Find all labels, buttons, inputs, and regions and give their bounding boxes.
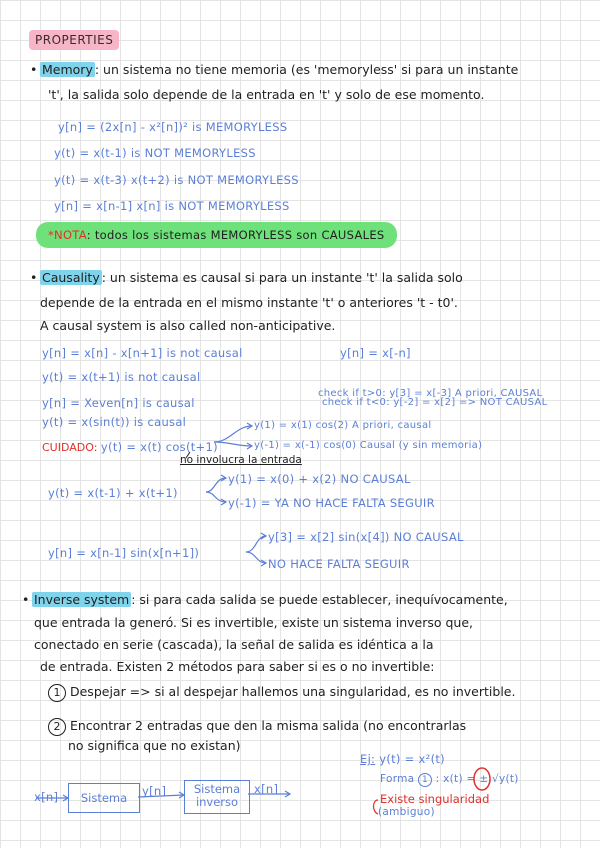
cuidado-branch-2: y(-1) = x(-1) cos(0) Causal (y sin memoria) (254, 440, 483, 451)
cuidado-label: CUIDADO: (42, 441, 98, 454)
forma-number: 1 (418, 773, 432, 787)
method-1-text: Despejar => si al despejar hallemos una singularidad, es no invertible. (69, 684, 516, 699)
causality-example-2: y(t) = x(t+1) is not causal (42, 370, 201, 384)
note-star: *NOTA (48, 228, 87, 242)
memory-line1-text: : un sistema no tiene memoria (es 'memoryless' si para un instante (94, 62, 519, 77)
causal-example-5-branch-1: y(1) = x(0) + x(2) NO CAUSAL (228, 472, 411, 486)
causality-definition-line3: A causal system is also called non-anticipative. (40, 318, 336, 333)
causality-example-4: y(t) = x(sin(t)) is causal (42, 415, 187, 429)
causal-example-5: y(t) = x(t-1) + x(t+1) (48, 486, 178, 500)
memory-bullet: • (30, 62, 38, 77)
diagram-inverse-label-1: Sistema (193, 782, 241, 796)
method-2-text: Encontrar 2 entradas que den la misma salida (no encontrarlas (69, 718, 467, 733)
cuidado-branch-1: y(1) = x(1) cos(2) A priori, causal (254, 420, 432, 431)
forma-label: Forma (380, 773, 415, 785)
method-2-line2: no significa que no existan) (68, 738, 241, 753)
memory-example-1: y[n] = (2x[n] - x²[n])² is MEMORYLESS (58, 120, 288, 134)
inverse-definition-line4: de entrada. Existen 2 métodos para saber si es o no invertible: (40, 659, 435, 674)
causal-example-5-branch-2: y(-1) = YA NO HACE FALTA SEGUIR (228, 496, 435, 510)
inverse-bullet: • (22, 592, 30, 607)
memory-example-2: y(t) = x(t-1) is NOT MEMORYLESS (54, 146, 256, 160)
memory-definition-line2: 't', la salida solo depende de la entrada en 't' y solo de ese momento. (48, 87, 485, 102)
diagram-input-label: x[n] (34, 790, 59, 804)
example-label: Ej: (360, 752, 376, 766)
causality-right-2: check if t>0: y[3] = x[-3] A priori, CAUSAL (318, 388, 543, 399)
memory-term: Memory (42, 62, 93, 77)
causality-right-1: y[n] = x[-n] (340, 346, 411, 360)
diagram-middle-label: y[n] (142, 784, 167, 798)
forma-expr: : x(t) = ± √y(t) (435, 773, 519, 785)
inverse-line1-text: : si para cada salida se puede establecer, inequívocamente, (131, 592, 508, 607)
causal-example-6-branch-2: NO HACE FALTA SEGUIR (268, 557, 410, 571)
causal-example-6: y[n] = x[n-1] sin(x[n+1]) (48, 546, 200, 560)
method-1-number: 1 (48, 684, 66, 702)
inverse-term: Inverse system (34, 592, 130, 607)
causality-definition-line2: depende de la entrada en el mismo instante 't' o anteriores 't - t0'. (40, 295, 458, 310)
example-expr: y(t) = x²(t) (379, 752, 445, 766)
causal-example-6-branch-1: y[3] = x[2] sin(x[4]) NO CAUSAL (268, 530, 464, 544)
causality-example-3: y[n] = Xeven[n] is causal (42, 396, 195, 410)
causality-term: Causality (42, 270, 100, 285)
memory-example-4: y[n] = x[n-1] x[n] is NOT MEMORYLESS (54, 199, 290, 213)
causality-bullet: • (30, 270, 38, 285)
inverse-definition-line2: que entrada la generó. Si es invertible, existe un sistema inverso que, (34, 615, 473, 630)
cuidado-expr: y(t) = x(t) cos(t+1) (100, 440, 218, 454)
memory-example-3: y(t) = x(t-3) x(t+2) is NOT MEMORYLESS (54, 173, 299, 187)
diagram-output-label: x[n] (254, 782, 279, 796)
ambiguous-text: (ambiguo) (378, 806, 435, 818)
causality-example-1: y[n] = x[n] - x[n+1] is not causal (42, 346, 243, 360)
causality-right-3b: check if t<0: y[-2] = x[2] => NOT CAUSAL (322, 397, 548, 408)
causality-line1-text: : un sistema es causal si para un instante 't' la salida solo (101, 270, 463, 285)
note-text: : todos los sistemas MEMORYLESS son CAUSALES (86, 228, 385, 242)
singularity-text: Existe singularidad (380, 792, 490, 806)
diagram-inverse-label-2: inverso (195, 795, 239, 809)
method-2-number: 2 (48, 718, 66, 736)
page-title: PROPERTIES (29, 30, 119, 50)
cuidado-note: no involucra la entrada (180, 454, 302, 466)
inverse-definition-line3: conectado en serie (cascada), la señal de salida es idéntica a la (34, 637, 434, 652)
diagram-system-label: Sistema (80, 791, 128, 805)
